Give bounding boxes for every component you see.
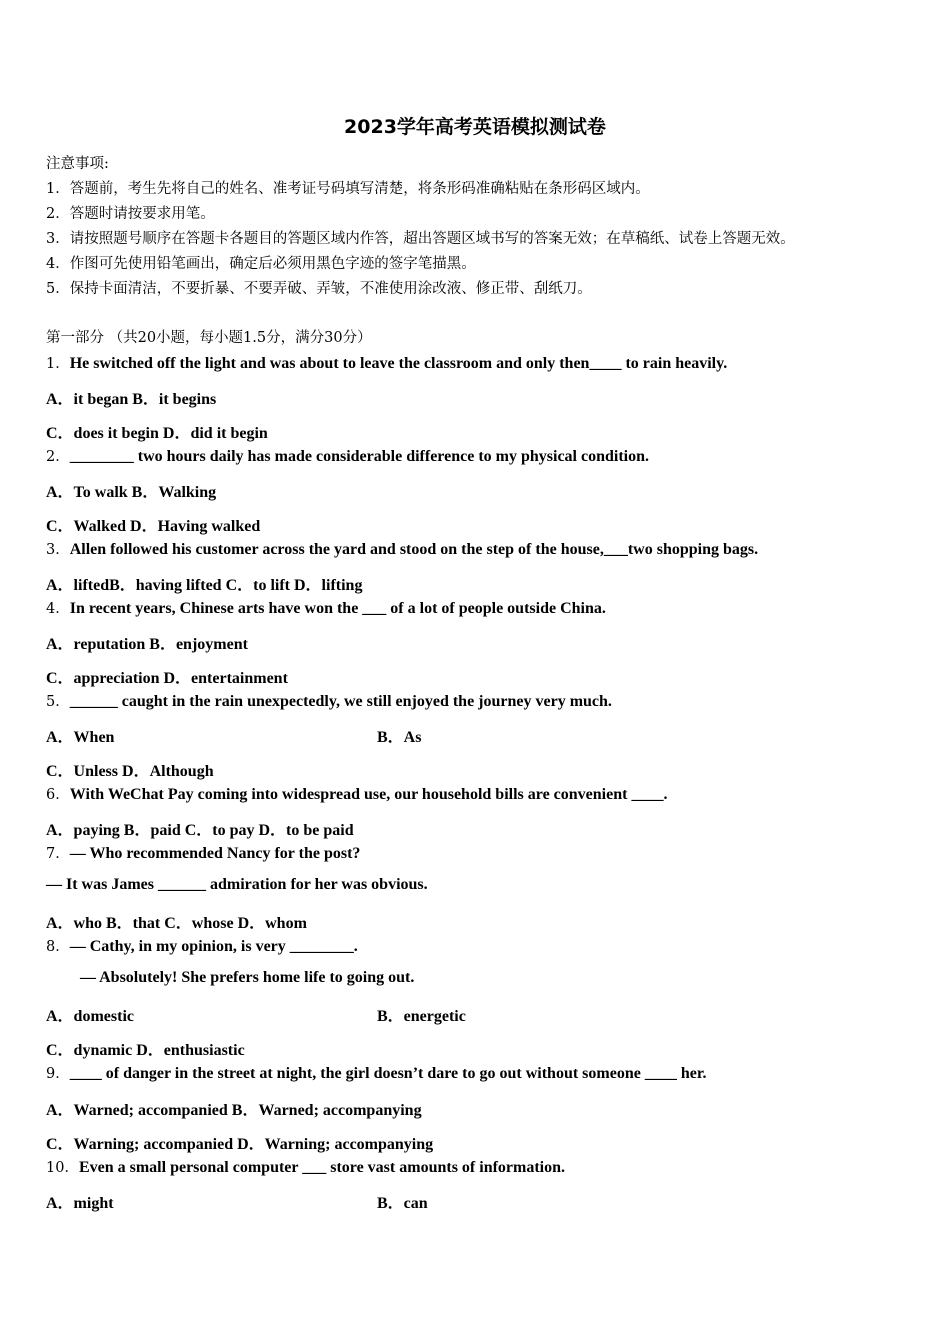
options-line: C．does it begin D．did it begin [46,425,268,442]
question-number: 2． [46,449,70,465]
question-text: Even a small personal computer ___ store vast amounts of information. [78,1159,566,1176]
question-4 [46,597,606,618]
question-text: — Who recommended Nancy for the post? [69,845,361,862]
question-10 [46,1156,565,1177]
question-6 [46,783,667,804]
question-7 [46,842,360,863]
options-line: A．reputation B．enjoyment [46,636,248,653]
question-number: 7． [46,846,70,862]
notice-item: 2．答题时请按要求用笔。 [46,206,215,222]
options-line: A．who B．that C．whose D．whom [46,915,307,932]
question-9 [46,1062,706,1083]
question-text: ______ caught in the rain unexpectedly, we still enjoyed the journey very much. [69,693,612,710]
question-text: ____ of danger in the street at night, the girl doesn’t dare to go out without someone ____ her. [69,1065,707,1082]
options-line: C．Unless D．Although [46,763,214,780]
notice-item: 1．答题前，考生先将自己的姓名、准考证号码填写清楚，将条形码准确粘贴在条形码区域内。 [46,181,650,197]
section-heading: 第一部分 （共20小题，每小题1.5分，满分30分） [46,330,372,346]
question-3 [46,538,758,559]
question-text: In recent years, Chinese arts have won the ___ of a lot of people outside China. [69,600,606,617]
option-b: B．energetic [377,1008,466,1025]
question-number: 5． [46,694,70,710]
question-text: With WeChat Pay coming into widespread use, our household bills are convenient ____. [69,786,668,803]
options-line: C．Walked D．Having walked [46,518,261,535]
option-a: A．When [46,729,115,746]
question-number: 3． [46,542,70,558]
options-line: A．To walk B．Walking [46,484,217,501]
options-line: A．Warned; accompanied B．Warned; accompanying [46,1102,422,1119]
question-number: 10． [46,1160,79,1176]
option-a: A．might [46,1195,114,1212]
notice-item: 3．请按照题号顺序在答题卡各题目的答题区域内作答，超出答题区域书写的答案无效；在草稿纸、试卷上答题无效。 [46,231,795,247]
options-line: C．Warning; accompanied D．Warning; accompanying [46,1136,434,1153]
question-1 [46,352,727,373]
notice-item: 4．作图可先使用铅笔画出，确定后必须用黑色字迹的签字笔描黑。 [46,256,476,272]
options-line: A．liftedB．having lifted C．to lift D．lifting [46,577,363,594]
question-text: — Cathy, in my opinion, is very ________. [69,938,358,955]
dialogue-reply: — Absolutely! She prefers home life to going out. [80,969,415,986]
question-number: 4． [46,601,70,617]
option-b: B．As [377,729,422,746]
notice-item: 5．保持卡面清洁，不要折暴、不要弄破、弄皱，不准使用涂改液、修正带、刮纸刀。 [46,281,592,297]
question-text: ________ two hours daily has made considerable difference to my physical condition. [69,448,650,465]
question-2 [46,445,649,466]
question-text: Allen followed his customer across the yard and stood on the step of the house,___two shopping bags. [69,541,759,558]
notice-heading: 注意事项: [46,156,109,172]
question-text: He switched off the light and was about to leave the classroom and only then____ to rain heavily. [69,355,728,372]
options-line: C．dynamic D．enthusiastic [46,1042,245,1059]
option-a: A．domestic [46,1008,134,1025]
question-number: 9． [46,1066,70,1082]
options-line: C．appreciation D．entertainment [46,670,288,687]
dialogue-reply: — It was James ______ admiration for her was obvious. [46,876,428,893]
question-number: 8． [46,939,70,955]
question-number: 6． [46,787,70,803]
options-line: A．paying B．paid C．to pay D．to be paid [46,822,354,839]
options-line: A．it began B．it begins [46,391,217,408]
option-b: B．can [377,1195,428,1212]
question-8 [46,935,358,956]
page-title: 2023学年高考英语模拟测试卷 [344,116,606,138]
question-5 [46,690,612,711]
question-number: 1． [46,356,70,372]
